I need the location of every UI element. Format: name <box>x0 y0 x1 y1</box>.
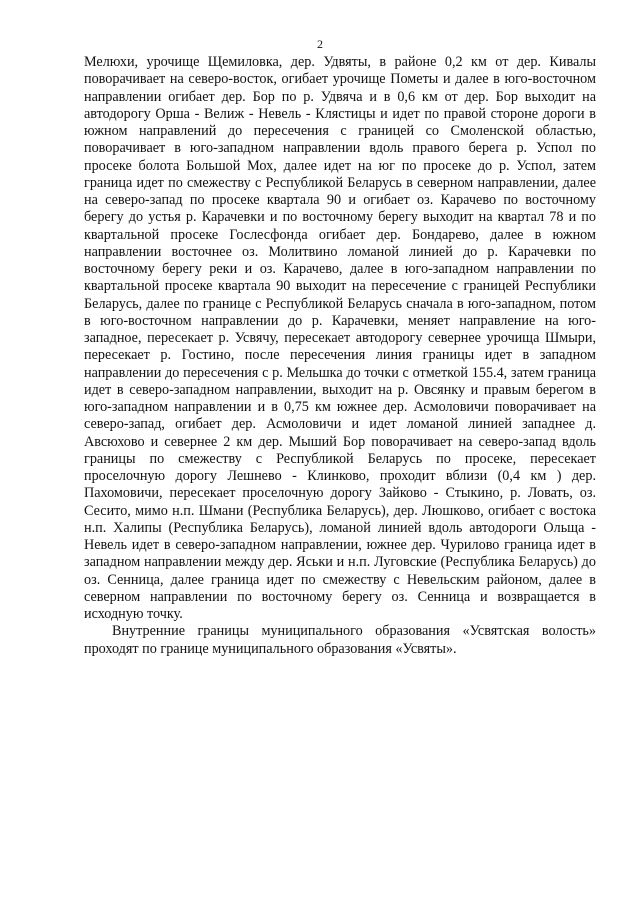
document-body <box>84 54 596 658</box>
paragraph-boundary-description: Мелюхи, урочище Щемиловка, дер. Удвяты, в районе 0,2 км от дер. Кивалы поворачивает на северо-восток, огибает урочище Пометы и далее в юго-восточном направлении огибает дер. Бор по р. Удвяча и в 0,6 км от дер. Бор выходит на автодорогу Орша - Велиж - Невель - Клястицы и идет по правой стороне дороги в южном направлений до пересечения с границей со Смоленской областью, поворачивает в юго-западном направлении вдоль правого берега р. Успол по просеке болота Большой Мох, далее идет на юг по просеке до р. Успол, затем граница идет по смежеству с Республикой Беларусь в северном направлении, далее на северо-запад по просеке квартала 90 и огибает оз. Карачево по восточному берегу до устья р. Карачевки и по восточному берегу выходит на квартал 78 и по квартальной просеке Гослесфонда огибает дер. Бондарево, далее в южном направлении восточнее оз. Молитвино ломаной линией до р. Карачевки по восточному берегу реки и оз. Карачево, далее в юго-западном направлении по квартальной просеке квартала 90 выходит на пересечение с границей Республики Беларусь, далее по границе с Республикой Беларусь сначала в юго-западном, потом в юго-восточном направлении до р. Карачевки, меняет направление на юго-западное, пересекает р. Усвячу, пересекает автодорогу севернее урочища Шмыри, пересекает р. Гостино, после пересечения линия границы идет в западном направлении до пересечения с р. Мельшка до точки с отметкой 155.4, затем граница идет в северо-западном направлении, выходит на р. Овсянку и правым берегом в юго-западном направлении и в 0,75 км южнее дер. Асмоловичи поворачивает на северо-запад, огибает дер. Асмоловичи и идет ломаной линией западнее д. Авсюхово и севернее 2 км дер. Мыший Бор поворачивает на северо-запад вдоль границы по смежеству с Республикой Беларусь по просеке, пересекает проселочную дорогу Лешнево - Клинково, проходит вблизи (0,4 км ) дер. Пахомовичи, пересекает проселочную дорогу Зайково - Стыкино, р. Ловать, оз. Сесито, мимо н.п. Шмани (Республика Беларусь), дер. Люшково, огибает с востока н.п. Халипы (Республика Беларусь), ломаной линией вдоль автодороги Ольща - Невель идет в северо-западном направлении, южнее дер. Чурилово граница идет в западном направлении между дер. Яськи и н.п. Луговские (Республика Беларусь) до оз. Сенница, далее граница идет по смежеству с Невельским районом, далее в северном направлении по восточному берегу оз. Сенница и возвращается в исходную точку. <box>84 54 596 622</box>
paragraph-internal-boundaries: Внутренние границы муниципального образования «Усвятская волость» проходят по границе муниципального образования «Усвяты». <box>84 623 596 657</box>
page-number: 2 <box>317 37 323 51</box>
